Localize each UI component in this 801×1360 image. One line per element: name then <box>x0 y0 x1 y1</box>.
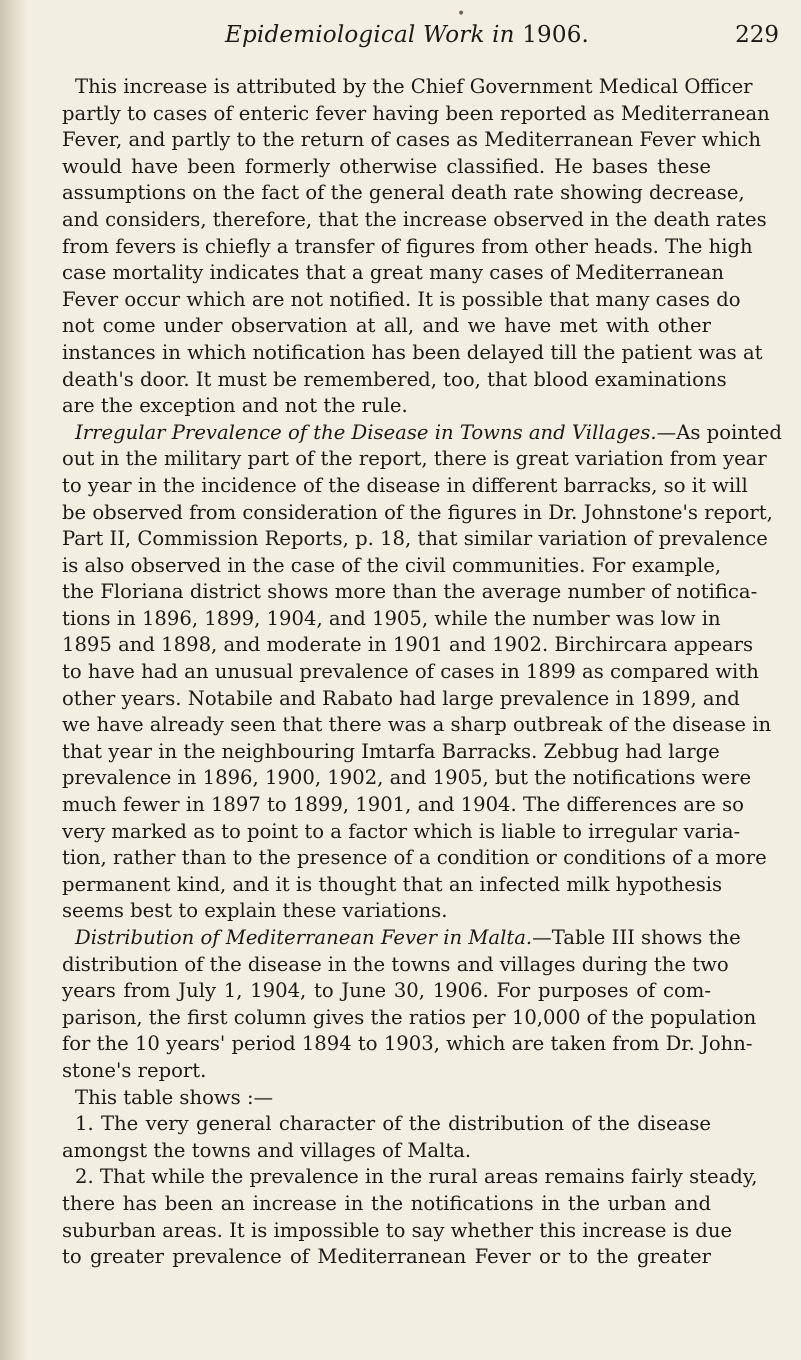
text-line: This table shows :— <box>75 1085 274 1109</box>
text-line: to have had an unusual prevalence of cases in 1899 as compared with <box>62 660 759 684</box>
text-line: Fever, and partly to the return of cases as Mediterranean Fever which <box>62 128 761 152</box>
side-heading: Irregular Prevalence of the Disease in Towns and Villages. <box>75 420 657 444</box>
text-line <box>62 420 782 447</box>
text-line: would have been formerly otherwise classified. He bases these <box>62 154 711 178</box>
text-line: there has been an increase in the notifications in the urban and <box>62 1191 711 1215</box>
text-line: from fevers is chiefly a transfer of figures from other heads. The high <box>62 234 753 258</box>
text-line: death's door. It must be remembered, too, that blood examinations <box>62 367 727 391</box>
text-line: This increase is attributed by the Chief Government Medical Officer <box>75 75 753 98</box>
text-line: stone's report. <box>62 1058 207 1082</box>
text-line: to greater prevalence of Mediterranean Fever or to the greater <box>62 1245 711 1269</box>
text-line: case mortality indicates that a great many cases of Mediterranean <box>62 261 725 285</box>
side-heading: Distribution of Mediterranean Fever in Malta. <box>75 926 533 949</box>
paragraph <box>62 925 757 1085</box>
text-line: other years. Notabile and Rabato had large prevalence in 1899, and <box>62 686 740 710</box>
text-line: instances in which notification has been delayed till the patient was at <box>62 340 763 364</box>
text-line: prevalence in 1896, 1900, 1902, and 1905, but the notifications were <box>62 766 752 790</box>
text-line: 1. The very general character of the distribution of the disease <box>75 1112 711 1136</box>
page-binding-shadow <box>0 0 28 1360</box>
text-line: assumptions on the fact of the general death rate showing decrease, <box>62 181 745 205</box>
paragraph <box>62 420 782 925</box>
list-item <box>62 1111 711 1164</box>
text-line <box>62 925 741 952</box>
text-line: very marked as to point to a factor which is liable to irregular varia- <box>62 819 741 843</box>
text-line: that year in the neighbouring Imtarfa Barracks. Zebbug had large <box>62 739 720 763</box>
text-line: for the 10 years' period 1894 to 1903, which are taken from Dr. John- <box>62 1032 753 1056</box>
text-line: parison, the first column gives the ratios per 10,000 of the population <box>62 1005 757 1029</box>
text-line: to year in the incidence of the disease in different barracks, so it will <box>62 473 748 497</box>
list-item <box>62 1164 758 1270</box>
text-line: permanent kind, and it is thought that an infected milk hypothesis <box>62 872 723 896</box>
running-head-title: Epidemiological Work in <box>225 22 515 48</box>
running-head-year: 1906. <box>522 22 590 48</box>
paragraph <box>62 74 770 420</box>
text-line: not come under observation at all, and we have met with other <box>62 314 711 338</box>
text-line: tions in 1896, 1899, 1904, and 1905, while the number was low in <box>62 606 721 630</box>
text-line: Part II, Commission Reports, p. 18, that similar variation of prevalence <box>62 527 768 551</box>
text-line: out in the military part of the report, there is great variation from year <box>62 447 767 471</box>
text-line: are the exception and not the rule. <box>62 394 408 418</box>
text-line: suburban areas. It is impossible to say whether this increase is due <box>62 1218 733 1242</box>
text-line: distribution of the disease in the towns and villages during the two <box>62 952 729 976</box>
text-line: 1895 and 1898, and moderate in 1901 and 1902. Birchircara appears <box>62 633 754 657</box>
text-run: —As pointed <box>656 420 782 444</box>
text-line: seems best to explain these variations. <box>62 899 448 923</box>
text-line: 2. That while the prevalence in the rural areas remains fairly steady, <box>75 1165 758 1189</box>
text-line: Fever occur which are not notified. It is possible that many cases do <box>62 287 741 311</box>
text-line: tion, rather than to the presence of a condition or conditions of a more <box>62 846 767 870</box>
text-line: years from July 1, 1904, to June 30, 1906. For purposes of com- <box>62 979 711 1003</box>
paragraph <box>62 1085 711 1112</box>
text-line: we have already seen that there was a sharp outbreak of the disease in <box>62 713 772 737</box>
text-run: —Table III shows the <box>532 926 741 949</box>
text-line: the Floriana district shows more than the average number of notifica- <box>62 580 758 604</box>
page-mark: • <box>457 6 466 22</box>
text-line: be observed from consideration of the figures in Dr. Johnstone's report, <box>62 500 773 524</box>
text-line: is also observed in the case of the civil communities. For example, <box>62 553 722 577</box>
body-text <box>62 74 782 1271</box>
text-line: amongst the towns and villages of Malta. <box>62 1138 472 1162</box>
text-line: much fewer in 1897 to 1899, 1901, and 1904. The differences are so <box>62 793 744 817</box>
page-number: 229 <box>735 22 779 48</box>
text-line: and considers, therefore, that the increase observed in the death rates <box>62 207 767 231</box>
text-line: partly to cases of enteric fever having been reported as Mediterranean <box>62 101 770 125</box>
running-head <box>225 22 705 48</box>
